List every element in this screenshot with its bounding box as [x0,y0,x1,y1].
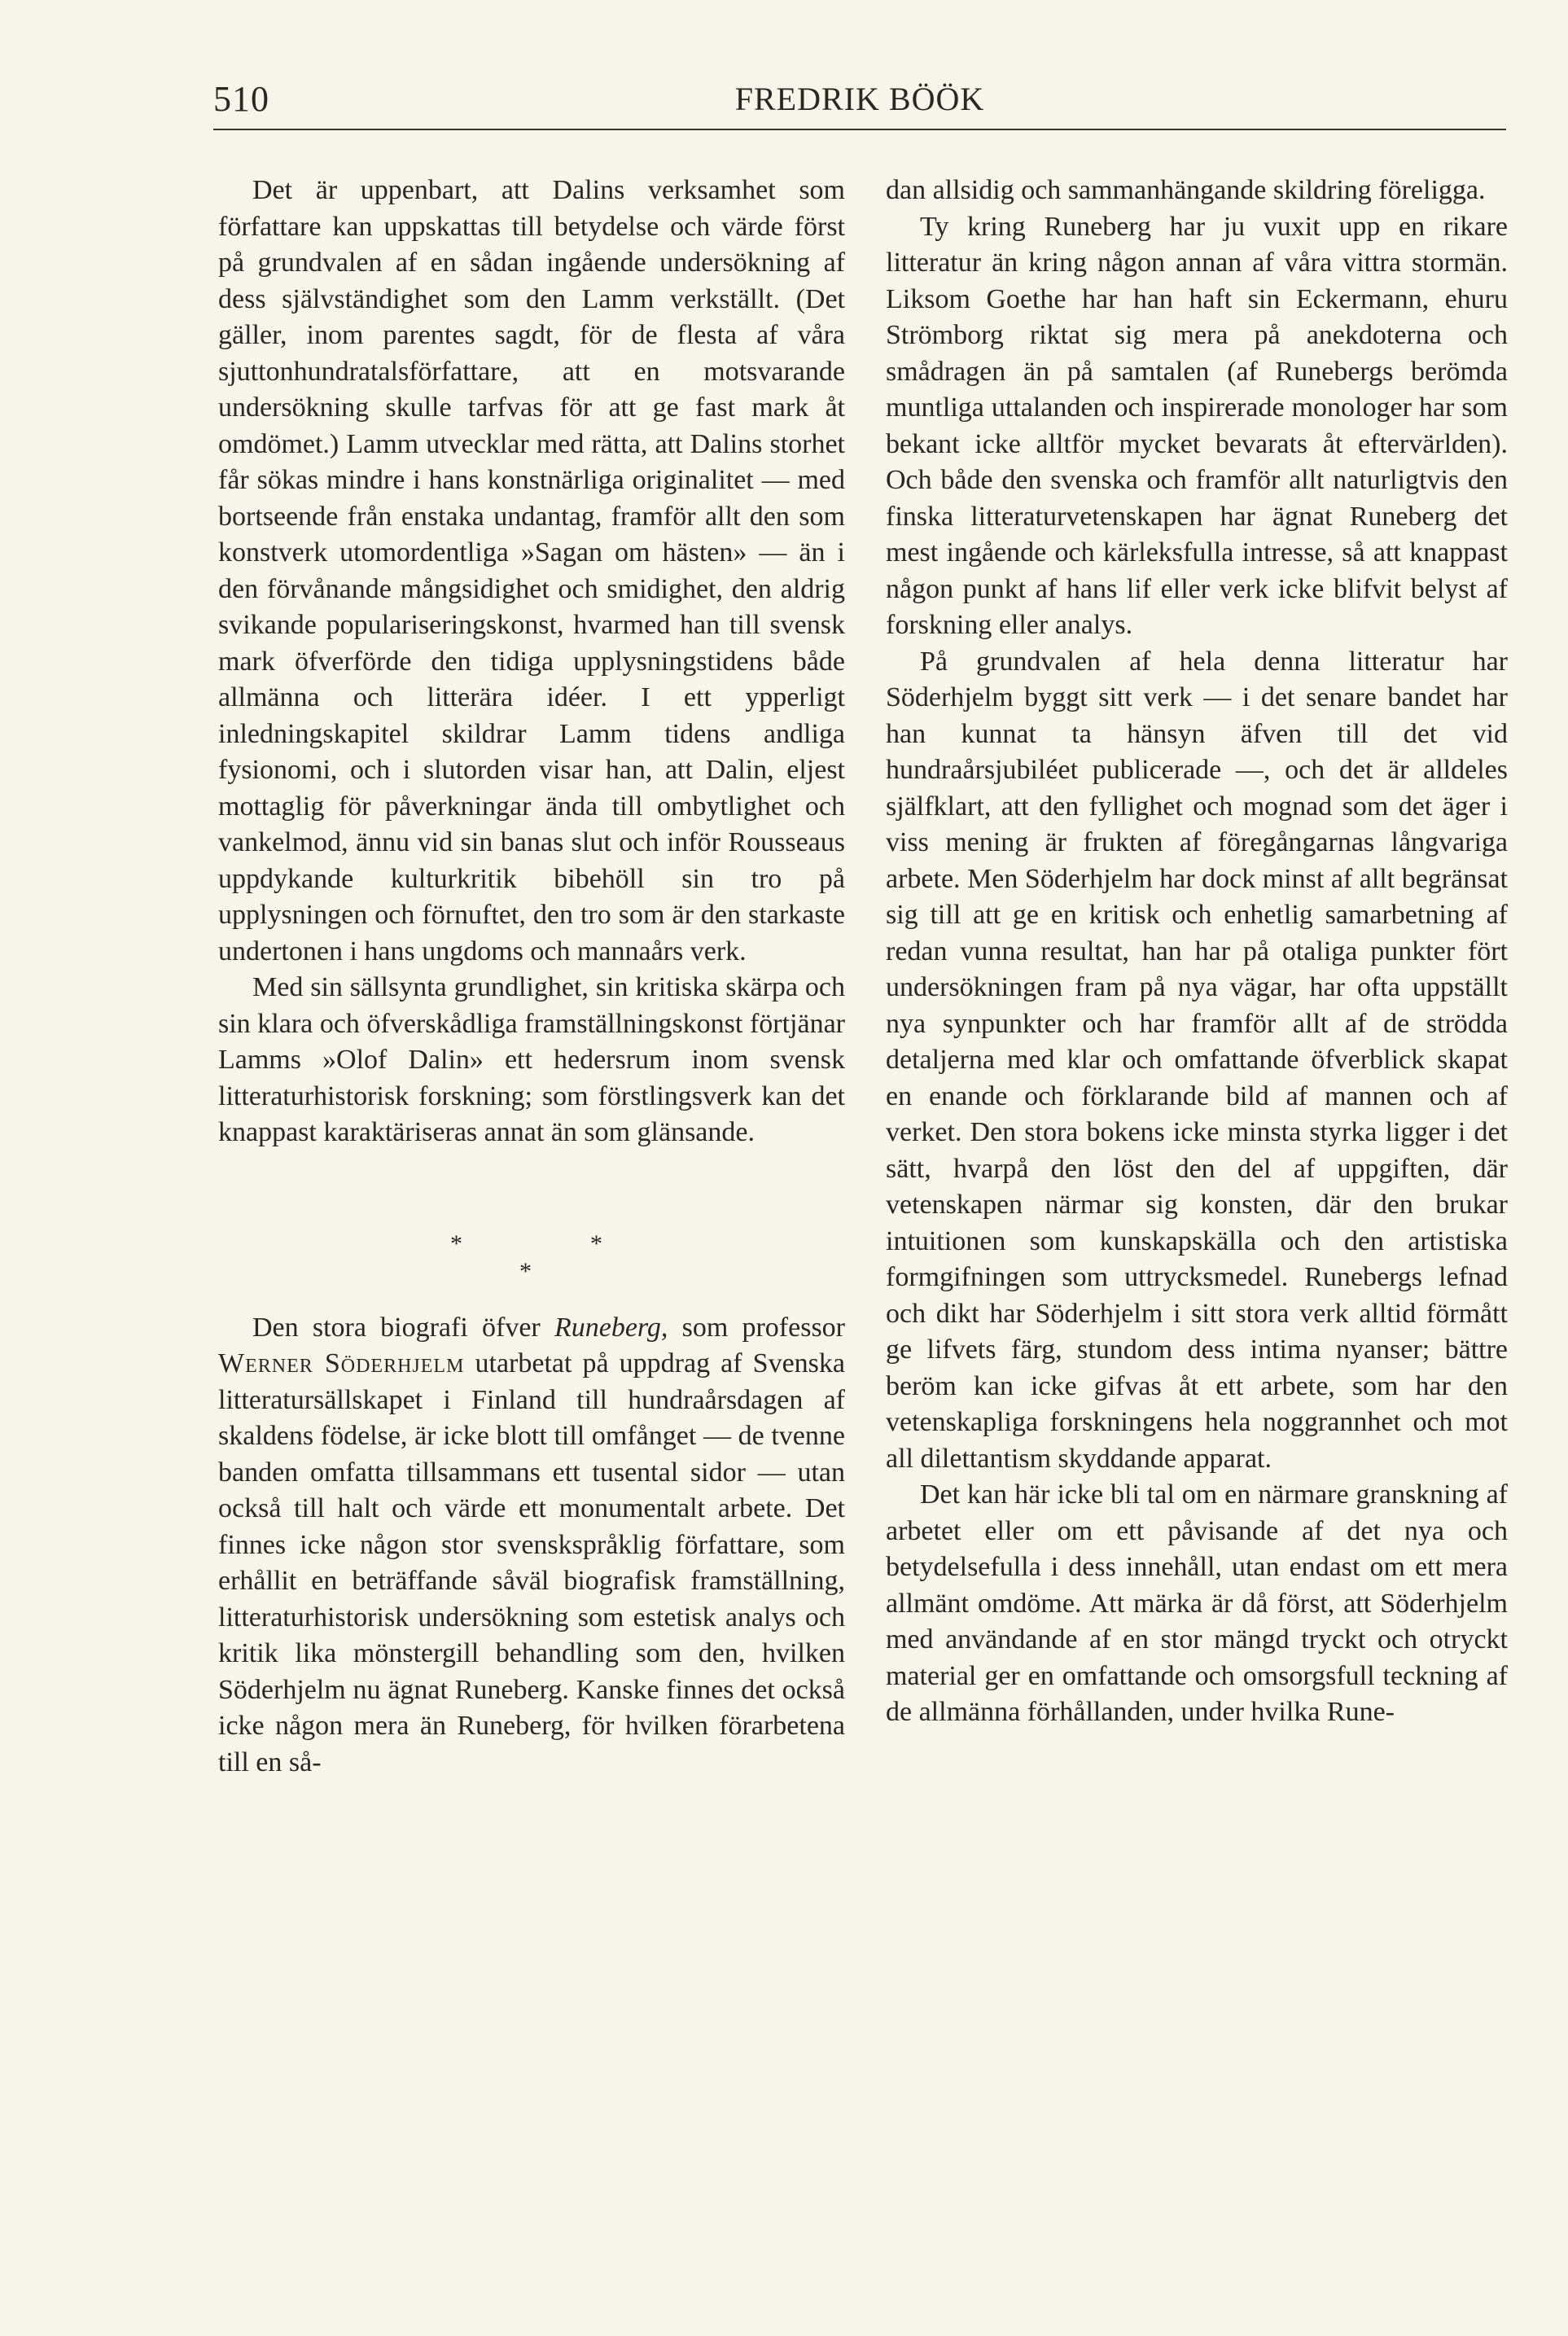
asterism-star: * [450,1229,462,1257]
asterism-star: * [590,1229,602,1257]
asterism-star: * [519,1257,532,1285]
paragraph-runeberg-1: Den stora biografi öfver Runeberg, som professor Werner Söderhjelm utarbetat på uppdrag af Svenska litteratursällskapet i Finland till hundraårsdagen af skaldens födelse, är icke blott till omfånget — de tvenne banden omfatta tillsammans ett tusental sidor — utan också till halt och värde ett monumentalt arbete. Det finnes icke någon stor svenskspråklig författare, som erhållit en beträffande såväl biografisk framställning, litteraturhistorisk undersökning som estetisk analys och kritik lika mönstergill behandling som den, hvilken Söderhjelm nu ägnat Runeberg. Kanske finnes det också icke någon mera än Runeberg, för hvilken förarbetena till en så- [218,1312,845,1777]
book-title: Runeberg, [554,1312,668,1343]
paragraph-continuation: dan allsidig och sammanhängande skildring föreligga. [886,175,1486,205]
paragraph-runeberg-4: Det kan här icke bli tal om en närmare granskning af arbetet eller om ett påvisande af det nya och betydelsefulla i dess innehåll, utan endast om ett mera allmänt omdöme. Att märka är då först, att Söderhjelm med användande af en stor mängd tryckt och otryckt material ger en omfattande och omsorgsfull teckning af de allmänna förhållanden, under hvilka Rune- [886,1479,1508,1727]
author-name: Werner Söderhjelm [218,1348,465,1378]
paragraph-dalin-1: Det är uppenbart, att Dalins verksamhet som författare kan uppskattas till betydelse och värde först på grundvalen af en sådan ingående undersökning af dess självständighet som den Lamm verkställt. (Det gäller, inom parentes sagdt, för de flesta af våra sjuttonhundratalsförfattare, att en motsvarande undersökning skulle tarfvas för att ge fast mark åt omdömet.) Lamm utvecklar med rätta, att Dalins storhet får sökas mindre i hans konstnärliga originalitet — med bortseende från enstaka undantag, framför allt den som konstverk utomordentliga »Sagan om hästen» — än i den förvånande mångsidighet och smidighet, den aldrig svikande populariseringskonst, hvarmed han till svensk mark öfverförde den tidiga upplysningstidens både allmänna och litterära idéer. I ett ypperligt inledningskapitel skildrar Lamm tidens andliga fysionomi, och i slutorden visar han, att Dalin, eljest mottaglig för påverkningar ända till ombytlighet och vankelmod, ännu vid sin banas slut och inför Rousseaus uppdykande kulturkritik bibehöll sin tro på upplysningen och förnuftet, den tro som är den starkaste undertonen i hans ungdoms och mannaårs verk. [218,175,845,966]
left-column [218,173,845,1781]
running-head: FREDRIK BÖÖK [734,81,985,117]
section-break-asterism [218,1151,845,1285]
page-number: 510 [213,79,269,119]
right-column [886,173,1508,1731]
paragraph-runeberg-3: På grundvalen af hela denna litteratur har Söderhjelm byggt sitt verk — i det senare bandet har han kunnat ta hänsyn äfven till det vid hundraårsjubiléet publicerade —, och det är alldeles själfklart, att den fyllighet och mognad som det äger i viss mening är frukten af föregångarnas långvariga arbete. Men Söderhjelm har dock minst af allt begränsat sig till att ge en kritisk och enhetlig samarbetning af redan vunna resultat, han har på otaliga punkter fört undersökningen fram på nya vägar, har ofta uppställt nya synpunkter och har framför allt af de strödda detaljerna med klar och omfattande öfverblick skapat en enande och förklarande bild af mannen och af verket. Den stora bokens icke minsta styrka ligger i det sätt, hvarpå den löst den del af uppgiften, där vetenskapen närmar sig konsten, där den brukar intuitionen som kunskapskälla och den artistiska formgifningen som uttrycksmedel. Runebergs lefnad och dikt har Söderhjelm i sitt stora verk alltid förmått ge lifvets färg, stundom dess intima nyanser; bättre beröm kan icke gifvas åt ett arbete, som har den vetenskapliga forskningens hela noggrannhet och mot all dilettantism skyddande apparat. [886,646,1508,1474]
page-header [213,72,1506,130]
paragraph-dalin-2: Med sin sällsynta grundlighet, sin kritiska skärpa och sin klara och öfverskådliga framställningskonst förtjänar Lamms »Olof Dalin» ett hedersrum inom svensk litteraturhistorisk forskning; som förstlingsverk kan det knappast karaktäriseras annat än som glänsande. [218,972,845,1147]
paragraph-runeberg-2: Ty kring Runeberg har ju vuxit upp en rikare litteratur än kring någon annan af våra vittra stormän. Liksom Goethe har han haft sin Eckermann, ehuru Strömborg riktat sig mera på anekdoterna och smådragen än på samtalen (af Runebergs berömda muntliga uttalanden och inspirerade monologer har som bekant icke alltför mycket bevarats åt eftervärlden). Och både den svenska och framför allt naturligtvis den finska litteraturvetenskapen har ägnat Runeberg det mest ingående och kärleksfulla intresse, så att knappast någon punkt af hans lif eller verk icke blifvit belyst af forskning eller analys. [886,211,1508,640]
